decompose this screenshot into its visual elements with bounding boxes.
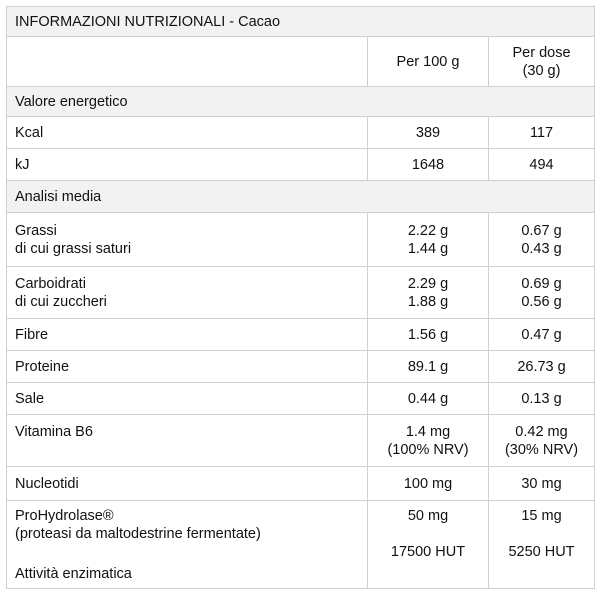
label-zuccheri: di cui zuccheri — [15, 293, 107, 310]
value-per100-prohydrolase — [368, 501, 489, 589]
value-per100-grassi-total: 2.22 g — [407, 222, 449, 239]
table-row — [7, 319, 595, 351]
value-perdose-sale: 0.13 g — [489, 383, 595, 415]
table-row — [7, 149, 595, 181]
value-perdose-vitamina-b6-mg: 0.42 mg — [515, 423, 568, 440]
table-row — [7, 501, 595, 589]
row-label-nucleotidi: Nucleotidi — [7, 467, 368, 501]
value-perdose-carboidrati-total: 0.69 g — [521, 275, 562, 292]
value-per100-sale: 0.44 g — [368, 383, 489, 415]
value-perdose-vitamina-b6 — [489, 415, 595, 467]
row-label-fibre: Fibre — [7, 319, 368, 351]
section-analysis: Analisi media — [7, 181, 595, 213]
value-perdose-kj: 494 — [489, 149, 595, 181]
value-per100-proteine: 89.1 g — [368, 351, 489, 383]
value-perdose-grassi — [489, 213, 595, 267]
value-per100-fibre: 1.56 g — [368, 319, 489, 351]
label-carboidrati: Carboidrati — [15, 275, 86, 292]
value-per100-grassi-saturi: 1.44 g — [407, 240, 449, 257]
nutrition-table — [6, 6, 595, 589]
label-vitamina-b6: Vitamina B6 — [15, 423, 93, 440]
value-per100-vitamina-b6-nrv: (100% NRV) — [387, 441, 469, 458]
section-row — [7, 87, 595, 117]
table-row — [7, 415, 595, 467]
value-perdose-carboidrati — [489, 267, 595, 319]
table-row — [7, 383, 595, 415]
header-empty-cell — [7, 37, 368, 87]
table-row — [7, 351, 595, 383]
row-label-carboidrati — [7, 267, 368, 319]
value-per100-attivita: 17500 HUT — [390, 544, 466, 560]
row-label-kj: kJ — [7, 149, 368, 181]
value-per100-prohydrolase-mg: 50 mg — [407, 508, 449, 524]
table-row — [7, 467, 595, 501]
label-attivita-enzimatica: Attività enzimatica — [15, 566, 132, 582]
value-per100-kj: 1648 — [368, 149, 489, 181]
value-perdose-kcal: 117 — [489, 117, 595, 149]
value-per100-carboidrati-total: 2.29 g — [407, 275, 449, 292]
header-per-100g: Per 100 g — [368, 37, 489, 87]
table-row — [7, 267, 595, 319]
row-label-vitamina-b6 — [7, 415, 368, 467]
row-label-prohydrolase — [7, 501, 368, 589]
value-per100-nucleotidi: 100 mg — [368, 467, 489, 501]
label-prohydrolase: ProHydrolase® — [15, 508, 114, 524]
row-label-kcal: Kcal — [7, 117, 368, 149]
value-perdose-vitamina-b6-nrv: (30% NRV) — [504, 441, 579, 458]
header-per-dose — [489, 37, 595, 87]
value-perdose-prohydrolase — [489, 501, 595, 589]
value-per100-grassi — [368, 213, 489, 267]
value-perdose-proteine: 26.73 g — [489, 351, 595, 383]
value-perdose-zuccheri: 0.56 g — [521, 293, 562, 310]
header-per-dose-amount: (30 g) — [522, 62, 561, 79]
table-title: INFORMAZIONI NUTRIZIONALI - Cacao — [7, 7, 595, 37]
section-energy: Valore energetico — [7, 87, 595, 117]
section-row — [7, 181, 595, 213]
value-per100-carboidrati — [368, 267, 489, 319]
header-row — [7, 37, 595, 87]
row-label-sale: Sale — [7, 383, 368, 415]
value-perdose-prohydrolase-mg: 15 mg — [521, 508, 562, 524]
label-prohydrolase-desc: (proteasi da maltodestrine fermentate) — [15, 526, 261, 542]
row-label-grassi — [7, 213, 368, 267]
table-row — [7, 213, 595, 267]
value-per100-vitamina-b6 — [368, 415, 489, 467]
value-perdose-attivita: 5250 HUT — [508, 544, 575, 560]
value-per100-kcal: 389 — [368, 117, 489, 149]
title-row — [7, 7, 595, 37]
value-per100-vitamina-b6-mg: 1.4 mg — [405, 423, 451, 440]
label-grassi-saturi: di cui grassi saturi — [15, 240, 132, 257]
header-per-dose-label: Per dose — [512, 44, 571, 61]
value-perdose-fibre: 0.47 g — [489, 319, 595, 351]
value-perdose-grassi-saturi: 0.43 g — [521, 240, 562, 257]
value-per100-zuccheri: 1.88 g — [407, 293, 449, 310]
row-label-proteine: Proteine — [7, 351, 368, 383]
value-perdose-nucleotidi: 30 mg — [489, 467, 595, 501]
label-grassi: Grassi — [15, 222, 57, 239]
value-perdose-grassi-total: 0.67 g — [521, 222, 562, 239]
table-row — [7, 117, 595, 149]
